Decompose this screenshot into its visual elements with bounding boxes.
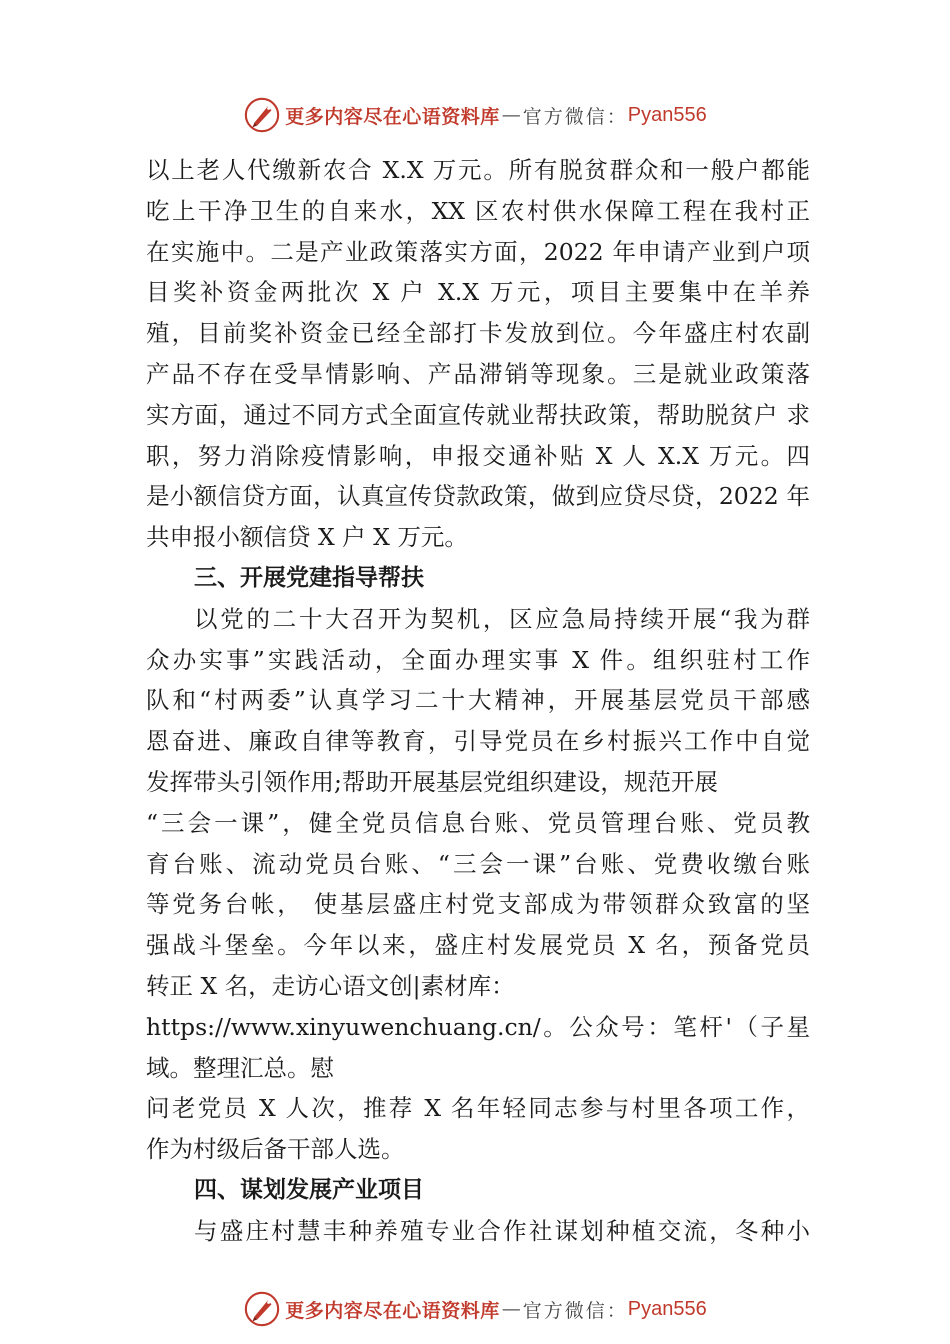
section-heading: 四、谋划发展产业项目: [194, 1176, 424, 1203]
body-line: 队和“村两委”认真学习二十大精神，开展基层党员干部感: [146, 686, 810, 715]
body-line: 转正 X 名，走访心语文创|素材库：: [146, 971, 515, 1000]
body-line: 职，努力消除疫情影响，申报交通补贴 X 人 X.X 万元。四: [146, 441, 810, 470]
body-line: 是小额信贷方面，认真宣传贷款政策，做到应贷尽贷，2022 年: [146, 482, 810, 511]
watermark-wechat-id: Pyan556: [627, 1297, 707, 1320]
body-line: 共申报小额信贷 X 户 X 万元。: [146, 523, 468, 552]
body-line: 等党务台帐， 使基层盛庄村党支部成为带领群众致富的坚: [146, 890, 810, 919]
watermark-separator: —: [501, 1298, 521, 1320]
watermark-banner-top: [0, 95, 950, 135]
body-line: 问老党员 X 人次，推荐 X 名年轻同志参与村里各项工作，: [146, 1094, 810, 1123]
body-line: 在实施中。二是产业政策落实方面，2022 年申请产业到户项: [146, 237, 810, 266]
body-line: 与盛庄村慧丰种养殖专业合作社谋划种植交流，冬种小: [194, 1216, 810, 1245]
body-line: 恩奋进、廉政自律等教育，引导党员在乡村振兴工作中自觉: [146, 727, 810, 756]
body-line: 强战斗堡垒。今年以来，盛庄村发展党员 X 名，预备党员: [146, 931, 810, 960]
body-line: 以上老人代缴新农合 X.X 万元。所有脱贫群众和一般户都能: [146, 156, 810, 184]
body-line: 殖，目前奖补资金已经全部打卡发放到位。今年盛庄村农副: [146, 319, 810, 348]
body-line: https://www.xinyuwenchuang.cn/。公众号：笔杆'（子星: [146, 1012, 810, 1041]
body-line: 吃上干净卫生的自来水，XX 区农村供水保障工程在我村正: [146, 196, 810, 225]
pen-nib-circle-icon: [243, 96, 281, 134]
body-line: 产品不存在受旱情影响、产品滞销等现象。三是就业政策落: [146, 359, 810, 388]
body-line: 以党的二十大召开为契机，区应急局持续开展“我为群: [194, 604, 810, 633]
pen-nib-circle-icon: [243, 1290, 281, 1328]
watermark-wechat-label: 官方微信：: [522, 105, 628, 128]
body-line: “三会一课”，健全党员信息台账、党员管理台账、党员教: [146, 808, 810, 837]
body-line: 目奖补资金两批次 X 户 X.X 万元，项目主要集中在羊养: [146, 278, 810, 307]
watermark-text: 更多内容尽在心语资料库: [285, 1299, 500, 1322]
watermark-wechat-id: Pyan556: [627, 103, 707, 126]
body-line: 域。整理汇总。慰: [146, 1053, 334, 1082]
watermark-text: 更多内容尽在心语资料库: [285, 105, 500, 128]
body-line: 作为村级后备干部人选。: [146, 1135, 405, 1164]
section-heading: 三、开展党建指导帮扶: [194, 564, 424, 591]
body-line: 发挥带头引领作用;帮助开展基层党组织建设，规范开展: [146, 767, 718, 796]
watermark-separator: —: [501, 104, 521, 126]
watermark-banner-bottom: [0, 1289, 950, 1329]
body-line: 众办实事”实践活动，全面办理实事 X 件。组织驻村工作: [146, 645, 810, 674]
body-line: 育台账、流动党员台账、“三会一课”台账、党费收缴台账: [146, 849, 810, 878]
document-body: [146, 150, 810, 1252]
body-line: 实方面，通过不同方式全面宣传就业帮扶政策，帮助脱贫户 求: [146, 400, 810, 429]
watermark-wechat-label: 官方微信：: [522, 1299, 628, 1322]
